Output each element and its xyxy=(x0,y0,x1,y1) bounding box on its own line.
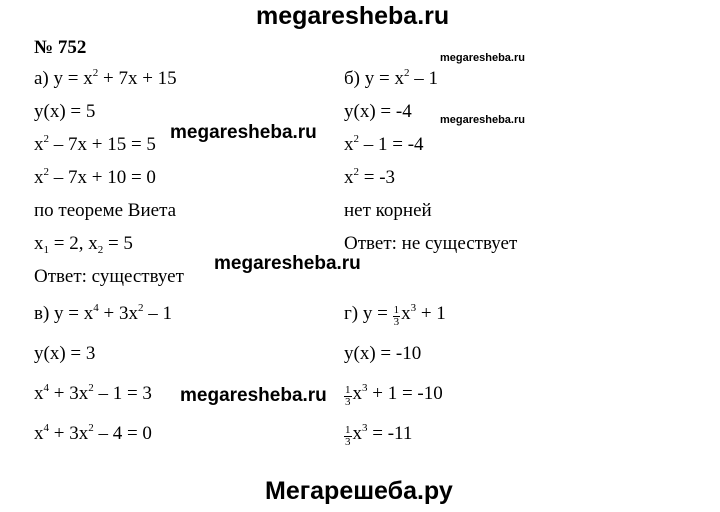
a-line-1: а) $y = x^2 + 7x + 15$ xyxy=(34,67,177,89)
b-answer: Ответ: не существует xyxy=(344,233,518,254)
b-line-5: нет корней xyxy=(344,200,432,221)
watermark-mid-2: megaresheba.ru xyxy=(214,253,361,274)
v-line-1: в) $y = x^4 + 3x^2 - 1$ xyxy=(34,302,172,324)
a-line-2: y(x) = 5 xyxy=(34,101,96,122)
b-line-1: б) $y = x^2 - 1$ xyxy=(344,67,438,89)
watermark-top: megaresheba.ru xyxy=(256,2,450,30)
watermark-bottom: Мегарешеба.ру xyxy=(265,477,453,505)
fraction-one-third: $\frac{1}{3}$ xyxy=(345,384,351,408)
v-line-2: y(x) = 3 xyxy=(34,343,96,364)
v-line-3: $x^4 + 3x^2 - 1 = 3$ xyxy=(34,382,152,404)
watermark-small-2: megaresheba.ru xyxy=(440,114,525,126)
g-line-4: $\frac{1}{3}$ $x^3 = -11$ xyxy=(345,422,413,448)
a-line-5: по теореме Виета xyxy=(34,200,177,221)
b-line-4: $x^2 = -3$ xyxy=(344,166,396,188)
fraction-one-third: $\frac{1}{3}$ xyxy=(345,424,351,448)
watermark-small-1: megaresheba.ru xyxy=(440,52,525,64)
v-line-4: $x^4 + 3x^2 - 4 = 0$ xyxy=(34,422,152,444)
watermark-mid-3: megaresheba.ru xyxy=(180,385,327,406)
watermark-mid-1: megaresheba.ru xyxy=(170,122,317,143)
g-line-2: y(x) = -10 xyxy=(344,343,422,364)
g-line-1: г) y = $\frac{1}{3}$ $x^3 + 1$ xyxy=(344,302,446,328)
problem-number: № 752 xyxy=(34,37,87,58)
g-line-3: $\frac{1}{3}$ $x^3 + 1 = -10$ xyxy=(345,382,443,408)
a-line-3: $x^2 - 7x + 15 = 5$ xyxy=(34,133,156,155)
a-line-6: $x_1 = 2$, $x_2 = 5$ xyxy=(34,233,133,256)
b-line-2: y(x) = -4 xyxy=(344,101,412,122)
a-line-4: $x^2 - 7x + 10 = 0$ xyxy=(34,166,156,188)
a-answer: Ответ: существует xyxy=(34,266,184,287)
b-line-3: $x^2 - 1 = -4$ xyxy=(344,133,424,155)
fraction-one-third: $\frac{1}{3}$ xyxy=(393,304,400,328)
